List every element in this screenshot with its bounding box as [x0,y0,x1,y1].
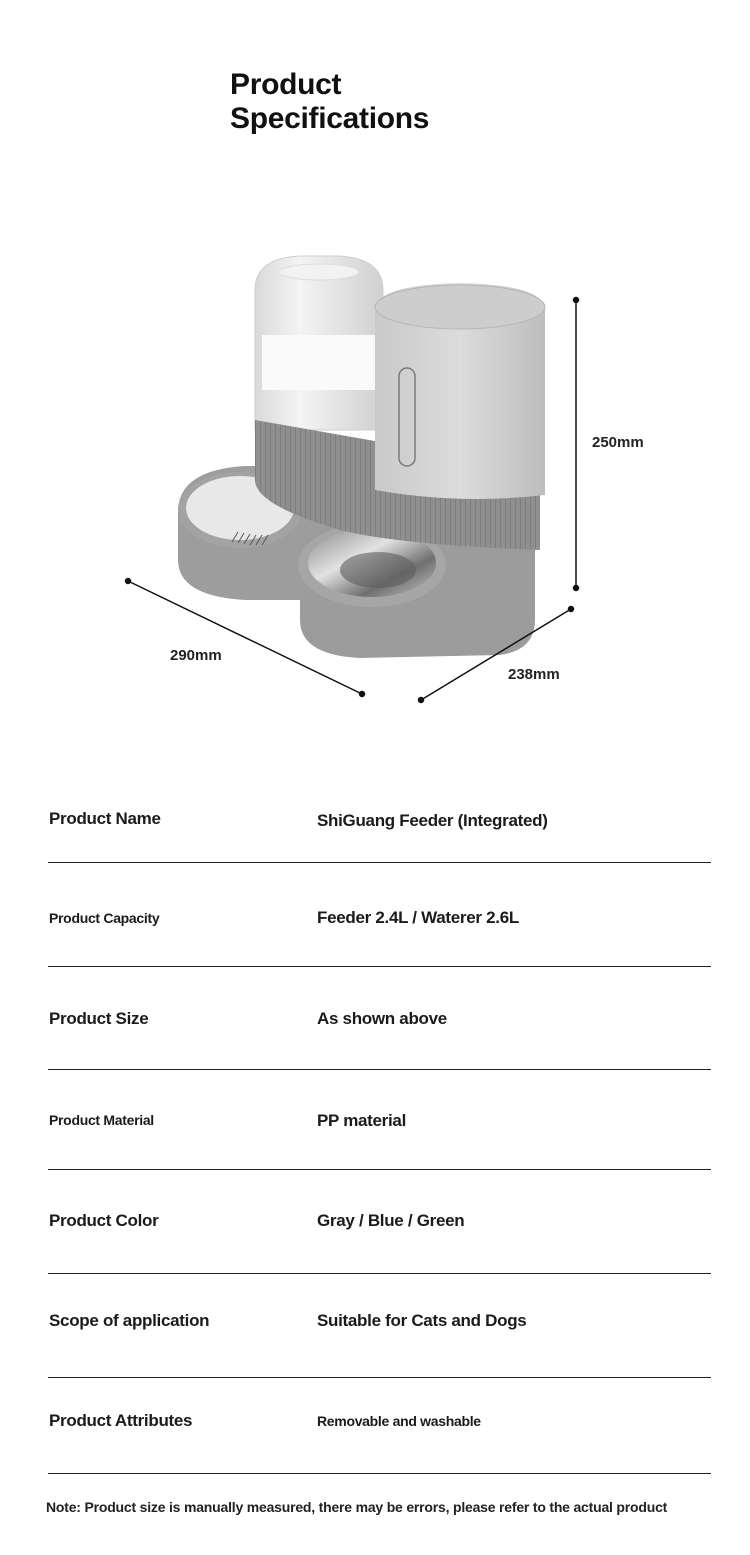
spec-row-product-capacity [48,863,711,967]
spec-row-product-name [48,760,711,863]
spec-label: Product Material [49,1112,154,1128]
spec-value: PP material [317,1111,406,1130]
depth-dimension-label: 238mm [508,666,560,683]
product-dimension-figure [0,200,750,720]
height-dimension-label: 250mm [592,434,644,451]
spec-row-product-size [48,967,711,1070]
spec-value: Gray / Blue / Green [317,1211,465,1230]
spec-value: Removable and washable [317,1413,481,1429]
spec-table [48,760,711,1474]
spec-row-product-material [48,1070,711,1170]
width-dimension-label: 290mm [170,647,222,664]
spec-label: Product Name [49,809,161,828]
spec-value: As shown above [317,1009,447,1028]
measurement-note: Note: Product size is manually measured, there may be errors, please refer to the actual product [46,1499,668,1515]
spec-label: Product Color [49,1211,159,1230]
spec-label: Scope of application [49,1311,210,1330]
spec-label: Product Capacity [49,910,160,926]
spec-value: Feeder 2.4L / Waterer 2.6L [317,908,519,927]
spec-label: Product Attributes [49,1411,193,1430]
spec-row-product-attributes [48,1378,711,1474]
title-line-2: Specifications [230,102,430,135]
page-title [230,68,429,136]
title-line-1: Product [230,68,342,101]
feeder-illustration [0,200,750,720]
spec-label: Product Size [49,1009,149,1028]
spec-row-product-color [48,1170,711,1274]
spec-value: Suitable for Cats and Dogs [317,1311,527,1330]
spec-value: ShiGuang Feeder (Integrated) [317,811,548,830]
spec-row-scope-of-application [48,1274,711,1378]
